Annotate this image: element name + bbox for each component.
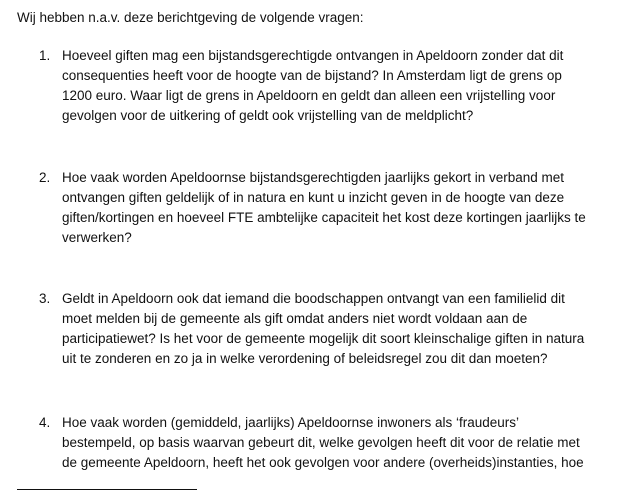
question-number: 2.: [39, 170, 51, 185]
question-line: Hoe vaak worden Apeldoornse bijstandsgerechtigden jaarlijks gekort in verband met: [62, 170, 565, 185]
question-line: participatiewet? Is het voor de gemeente mogelijk dit soort kleinschalige giften in natura: [62, 331, 585, 346]
question-line: moet melden bij de gemeente als gift omdat anders niet wordt voldaan aan de: [62, 311, 528, 326]
question-number: 3.: [39, 291, 51, 306]
question-line: verwerken?: [62, 230, 132, 245]
question-line: Hoeveel giften mag een bijstandsgerechtigde ontvangen in Apeldoorn zonder dat dit: [62, 48, 564, 63]
question-line: gevolgen voor de uitkering of geldt ook vrijstelling van de meldplicht?: [62, 108, 474, 123]
question-line: consequenties heeft voor de hoogte van de bijstand? In Amsterdam ligt de grens op: [62, 68, 562, 83]
question-line: Geldt in Apeldoorn ook dat iemand die boodschappen ontvangt van een familielid dit: [62, 291, 565, 306]
question-text: [62, 168, 607, 248]
question-line: de gemeente Apeldoorn, heeft het ook gevolgen voor andere (overheids)instanties, hoe: [62, 455, 584, 470]
question-number: 4.: [39, 415, 51, 430]
question-text: [62, 413, 607, 473]
question-line: 1200 euro. Waar ligt de grens in Apeldoorn en geldt dan alleen een vrijstelling voor: [62, 88, 556, 103]
question-line: bestempeld, op basis waarvan gebeurt dit, welke gevolgen heeft dit voor de relatie met: [62, 435, 580, 450]
question-line: uit te zonderen en zo ja in welke verordening of beleidsregel zou dit dan moeten?: [62, 351, 548, 366]
intro-text: Wij hebben n.a.v. deze berichtgeving de volgende vragen:: [17, 10, 364, 25]
question-text: [62, 289, 607, 369]
question-text: [62, 46, 607, 126]
footnote-separator: [17, 489, 197, 490]
question-number: 1.: [39, 48, 51, 63]
question-line: Hoe vaak worden (gemiddeld, jaarlijks) Apeldoornse inwoners als ‘fraudeurs’: [62, 415, 519, 430]
question-line: giften/kortingen en hoeveel FTE ambtelijke capaciteit het kost deze kortingen jaarlijks te: [62, 210, 586, 225]
question-line: ontvangen giften geldelijk of in natura en kunt u inzicht geven in de hoogte van deze: [62, 190, 565, 205]
